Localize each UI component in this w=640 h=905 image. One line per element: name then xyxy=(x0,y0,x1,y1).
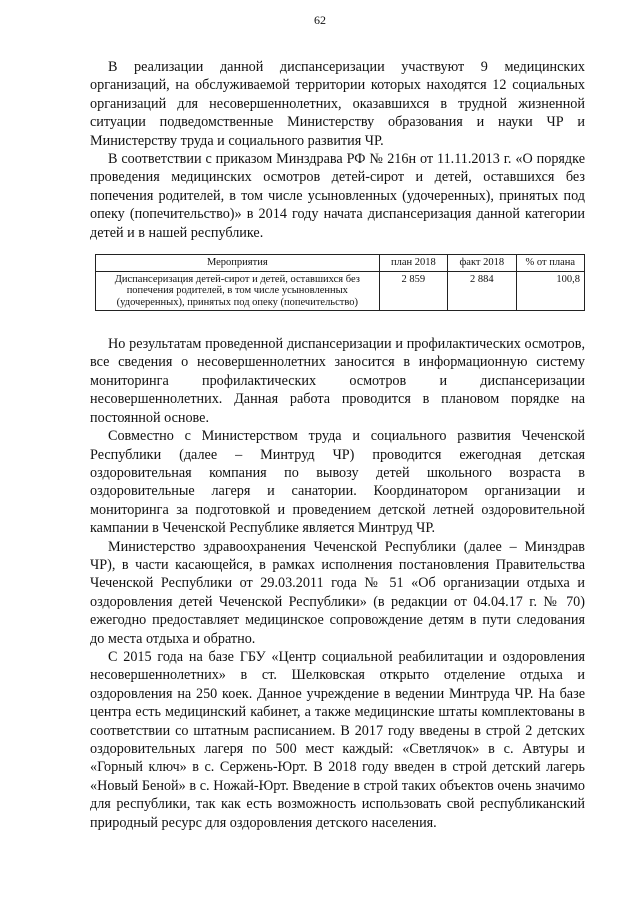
cell-event: Диспансеризация детей-сирот и детей, оставшихся без попечения родителей, в том числе усыновленных (удочеренных), принятых под опеку (попечительство) xyxy=(96,271,380,311)
header-percent: % от плана xyxy=(516,255,584,272)
page-number: 62 xyxy=(314,13,326,27)
cell-fact: 2 884 xyxy=(448,271,516,311)
cell-percent: 100,8 xyxy=(516,271,584,311)
header-fact: факт 2018 xyxy=(448,255,516,272)
table-header-row xyxy=(96,255,585,272)
paragraph-5: Министерство здравоохранения Чеченской Республики (далее – Минздрав ЧР), в части касающейся, в рамках исполнения постановления Правительства Чеченской Республики от 29.03.2011 года № 51 «Об организации отдыха и оздоровления детей Чеченской Республики» (в редакции от 04.04.17 г. № 70) ежегодно предоставляет медицинское сопровождение детям в пути следования до места отдыха и обратно. xyxy=(90,538,585,647)
cell-plan: 2 859 xyxy=(379,271,447,311)
document-body xyxy=(90,58,585,832)
paragraph-6: С 2015 года на базе ГБУ «Центр социальной реабилитации и оздоровления несовершеннолетних» в ст. Шелковская открыто отделение отдыха и оздоровления на 250 коек. Данное учреждение в ведении Минтруда ЧР. На базе центра есть медицинский кабинет, а также медицинские штаты комплектованы в соответствии со штатным расписанием. В 2017 году введены в строй 2 детских оздоровительных лагеря по 500 мест каждый: «Светлячок» в с. Автуры и «Горный ключ» в с. Сержень-Юрт. В 2018 году введен в строй детский лагерь «Новый Беной» в с. Ножай-Юрт. Введение в строй таких объектов очень значимо для республики, так как есть возможность использовать свой республиканский природный ресурс для оздоровления детского населения. xyxy=(90,648,585,831)
paragraph-4: Совместно с Министерством труда и социального развития Чеченской Республики (далее – Минтруд ЧР) проводится ежегодная детская оздоровительная компания по вывозу детей школьного возраста в оздоровительные лагеря и санатории. Координатором организации и мониторинга за подготовкой и проведением детской летней оздоровительной кампании в Чеченской Республике является Минтруд ЧР. xyxy=(90,428,585,537)
paragraph-3: Но результатам проведенной диспансеризации и профилактических осмотров, все сведения о несовершеннолетних заносится в информационную систему мониторинга профилактических осмотров и диспансеризации несовершеннолетних. Данная работа проводится в плановом порядке на постоянной основе. xyxy=(90,336,585,426)
header-plan: план 2018 xyxy=(379,255,447,272)
table-row xyxy=(96,271,585,311)
header-event: Мероприятия xyxy=(96,255,380,272)
paragraph-2: В соответствии с приказом Минздрава РФ № 216н от 11.11.2013 г. «О порядке проведения медицинских осмотров детей-сирот и детей, оставшихся без попечения родителей, в том числе усыновленных (удочеренных), принятых под опеку (попечительство)» в 2014 году начата диспансеризация данной категории детей и в нашей республике. xyxy=(90,151,585,241)
dispensary-table xyxy=(95,254,585,311)
paragraph-1: В реализации данной диспансеризации участвуют 9 медицинских организаций, на обслуживаемой территории которых находятся 12 социальных организаций для несовершеннолетних, оказавшихся в трудной жизненной ситуации подведомственные Министерству образования и науки ЧР и Министерству труда и социального развития ЧР. xyxy=(90,59,585,149)
